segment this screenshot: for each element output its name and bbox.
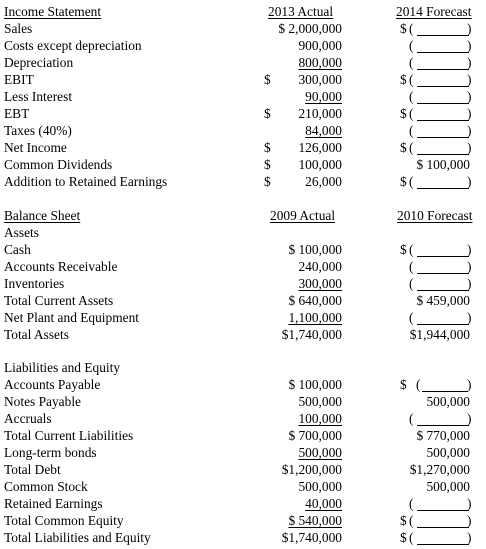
open-paren: ( — [409, 106, 414, 121]
statement-row — [0, 22, 486, 39]
statement-row — [0, 39, 486, 56]
answer-blank[interactable] — [417, 154, 469, 155]
forecast-cell — [400, 56, 478, 72]
forecast-cell — [400, 446, 478, 462]
statement-row — [0, 243, 486, 260]
statement-row — [0, 294, 486, 311]
dollar-sign: $ — [400, 106, 407, 121]
forecast-cell — [400, 480, 478, 496]
row-label: Accounts Receivable — [4, 259, 118, 274]
statement-row — [0, 531, 486, 548]
statement-row — [0, 429, 486, 446]
dollar-sign: $ — [400, 174, 407, 189]
close-paren: ) — [467, 530, 472, 545]
dollar-sign: $ — [400, 530, 407, 545]
answer-blank[interactable] — [417, 256, 469, 257]
actual-value: 1,100,000 — [288, 310, 342, 325]
actual-value: 84,000 — [305, 123, 342, 138]
forecast-value: $1,270,000 — [409, 462, 470, 477]
close-paren: ) — [467, 259, 472, 274]
row-label: Less Interest — [4, 89, 73, 104]
close-paren: ) — [467, 21, 472, 36]
actual-value: 240,000 — [298, 259, 342, 274]
answer-blank[interactable] — [417, 544, 469, 545]
row-label: EBIT — [4, 72, 34, 87]
actual-value: $ 700,000 — [288, 428, 342, 443]
actual-value: 100,000 — [298, 411, 342, 426]
open-paren: ( — [409, 276, 414, 291]
statement-row — [0, 175, 486, 192]
answer-blank[interactable] — [417, 273, 469, 274]
statement-row — [0, 463, 486, 480]
row-label: Total Debt — [4, 462, 61, 477]
open-paren: ( — [409, 242, 414, 257]
actual-value: 100,000 — [298, 157, 342, 172]
actual-value: 900,000 — [298, 38, 342, 53]
actual-value: $ 100,000 — [288, 242, 342, 257]
forecast-cell — [400, 311, 478, 327]
forecast-value: 500,000 — [426, 445, 470, 460]
liabilities-heading — [0, 361, 486, 378]
statement-row — [0, 277, 486, 294]
forecast-cell — [400, 412, 478, 428]
dollar-sign: $ — [264, 157, 271, 172]
close-paren: ) — [467, 106, 472, 121]
actual-value: 126,000 — [298, 140, 342, 155]
answer-blank[interactable] — [417, 120, 469, 121]
close-paren: ) — [467, 123, 472, 138]
dollar-sign: $ — [400, 140, 407, 155]
actual-value: $1,200,000 — [281, 462, 342, 477]
forecast-cell — [400, 277, 478, 293]
forecast-cell — [400, 463, 478, 479]
actual-column-header: 2013 Actual — [268, 4, 334, 19]
close-paren: ) — [467, 411, 472, 426]
section-title: Income Statement — [4, 4, 102, 19]
forecast-cell — [400, 497, 478, 513]
statement-row — [0, 497, 486, 514]
statement-row — [0, 260, 486, 277]
forecast-cell — [400, 260, 478, 276]
row-label: Total Assets — [4, 327, 69, 342]
open-paren: ( — [409, 174, 414, 189]
close-paren: ) — [467, 513, 472, 528]
answer-blank[interactable] — [417, 527, 469, 528]
open-paren: ( — [409, 21, 414, 36]
answer-blank[interactable] — [417, 103, 469, 104]
row-label: EBT — [4, 106, 30, 121]
row-label: Taxes (40%) — [4, 123, 72, 138]
close-paren: ) — [467, 72, 472, 87]
assets-heading-label: Assets — [4, 225, 39, 240]
statement-row — [0, 328, 486, 345]
answer-blank[interactable] — [417, 35, 469, 36]
forecast-cell — [400, 107, 478, 123]
row-label: Costs except depreciation — [4, 38, 142, 53]
actual-value: $ 100,000 — [288, 377, 342, 392]
forecast-cell — [400, 294, 478, 310]
answer-blank[interactable] — [417, 510, 469, 511]
open-paren: ( — [409, 310, 414, 325]
statement-row — [0, 90, 486, 107]
open-paren: ( — [409, 259, 414, 274]
open-paren: ( — [409, 72, 414, 87]
forecast-cell — [400, 124, 478, 140]
actual-value: 300,000 — [298, 72, 342, 87]
row-label: Total Common Equity — [4, 513, 124, 528]
actual-value: 500,000 — [298, 479, 342, 494]
close-paren: ) — [467, 496, 472, 511]
forecast-cell — [400, 531, 478, 547]
actual-value: 90,000 — [305, 89, 342, 104]
forecast-cell — [400, 141, 478, 157]
row-label: Total Liabilities and Equity — [4, 530, 151, 545]
actual-value: $1,740,000 — [281, 530, 342, 545]
row-label: Addition to Retained Earnings — [4, 174, 168, 189]
forecast-cell — [400, 243, 478, 259]
open-paren: ( — [409, 513, 414, 528]
statement-row — [0, 446, 486, 463]
row-label: Total Current Liabilities — [4, 428, 134, 443]
liabilities-heading-label: Liabilities and Equity — [4, 360, 121, 375]
statement-row — [0, 56, 486, 73]
row-label: Net Income — [4, 140, 67, 155]
answer-blank[interactable] — [417, 290, 469, 291]
dollar-sign: $ — [264, 174, 271, 189]
statement-row — [0, 141, 486, 158]
open-paren: ( — [409, 123, 414, 138]
dollar-sign: $ — [400, 513, 407, 528]
answer-blank[interactable] — [417, 137, 469, 138]
forecast-column-header: 2014 Forecast — [396, 4, 472, 19]
actual-value: 500,000 — [298, 445, 342, 460]
forecast-value: $ 770,000 — [416, 428, 470, 443]
row-label: Common Dividends — [4, 157, 113, 172]
statement-row — [0, 395, 486, 412]
forecast-value: 500,000 — [426, 479, 470, 494]
close-paren: ) — [467, 89, 472, 104]
actual-value: 800,000 — [298, 55, 342, 70]
forecast-cell — [400, 328, 478, 344]
row-label: Accruals — [4, 411, 52, 426]
open-paren: ( — [409, 89, 414, 104]
close-paren: ) — [467, 276, 472, 291]
forecast-cell — [400, 378, 478, 394]
actual-value: 26,000 — [305, 174, 342, 189]
forecast-cell — [400, 514, 478, 530]
forecast-cell — [400, 429, 478, 445]
forecast-cell — [400, 175, 478, 191]
statement-row — [0, 158, 486, 175]
actual-value: 210,000 — [298, 106, 342, 121]
forecast-cell — [400, 22, 478, 38]
statement-row — [0, 378, 486, 395]
actual-column-header: 2009 Actual — [270, 208, 336, 223]
open-paren: ( — [409, 496, 414, 511]
dollar-sign: $ — [400, 21, 407, 36]
row-label: Net Plant and Equipment — [4, 310, 139, 325]
row-label: Inventories — [4, 276, 65, 291]
open-paren: ( — [409, 140, 414, 155]
dollar-sign: $ — [400, 242, 407, 257]
statement-row — [0, 107, 486, 124]
section-header — [0, 5, 486, 22]
dollar-sign: $ — [400, 377, 407, 392]
actual-value: $1,740,000 — [281, 327, 342, 342]
forecast-cell — [400, 395, 478, 411]
statement-row — [0, 514, 486, 531]
dollar-sign: $ — [400, 72, 407, 87]
answer-blank[interactable] — [417, 86, 469, 87]
row-label: Total Current Assets — [4, 293, 114, 308]
statement-row — [0, 73, 486, 90]
row-label: Long-term bonds — [4, 445, 97, 460]
forecast-cell — [400, 73, 478, 89]
dollar-sign: $ — [264, 106, 271, 121]
statement-row — [0, 480, 486, 497]
close-paren: ) — [467, 242, 472, 257]
row-label: Accounts Payable — [4, 377, 101, 392]
dollar-sign: $ — [264, 140, 271, 155]
statement-row — [0, 311, 486, 328]
forecast-value: 500,000 — [426, 394, 470, 409]
actual-value: $ 640,000 — [288, 293, 342, 308]
row-label: Sales — [4, 21, 33, 36]
answer-blank[interactable] — [417, 324, 469, 325]
open-paren: ( — [409, 55, 414, 70]
row-label: Retained Earnings — [4, 496, 103, 511]
statement-row — [0, 412, 486, 429]
answer-blank[interactable] — [417, 188, 469, 189]
row-label: Cash — [4, 242, 31, 257]
answer-blank[interactable] — [422, 391, 468, 392]
answer-blank[interactable] — [417, 425, 469, 426]
actual-value: $ 2,000,000 — [278, 21, 342, 36]
actual-value: 500,000 — [298, 394, 342, 409]
answer-blank[interactable] — [417, 52, 469, 53]
close-paren: ) — [467, 140, 472, 155]
close-paren: ) — [467, 377, 472, 392]
forecast-value: $1,944,000 — [409, 327, 470, 342]
actual-value: 300,000 — [298, 276, 342, 291]
row-label: Notes Payable — [4, 394, 81, 409]
open-paren: ( — [409, 38, 414, 53]
close-paren: ) — [467, 310, 472, 325]
forecast-value: $ 100,000 — [416, 157, 470, 172]
forecast-value: $ 459,000 — [416, 293, 470, 308]
forecast-cell — [400, 90, 478, 106]
close-paren: ) — [467, 174, 472, 189]
close-paren: ) — [467, 38, 472, 53]
forecast-column-header: 2010 Forecast — [397, 208, 473, 223]
statement-row — [0, 124, 486, 141]
dollar-sign: $ — [264, 72, 271, 87]
open-paren: ( — [409, 530, 414, 545]
section-title: Balance Sheet — [4, 208, 81, 223]
row-label: Common Stock — [4, 479, 88, 494]
row-label: Depreciation — [4, 55, 74, 70]
close-paren: ) — [467, 55, 472, 70]
open-paren: ( — [409, 411, 414, 426]
open-paren: ( — [416, 377, 421, 392]
forecast-cell — [400, 39, 478, 55]
actual-value: 40,000 — [305, 496, 342, 511]
section-header — [0, 209, 486, 226]
actual-value: $ 540,000 — [288, 513, 342, 528]
answer-blank[interactable] — [417, 69, 469, 70]
forecast-cell — [400, 158, 478, 174]
assets-heading — [0, 226, 486, 243]
